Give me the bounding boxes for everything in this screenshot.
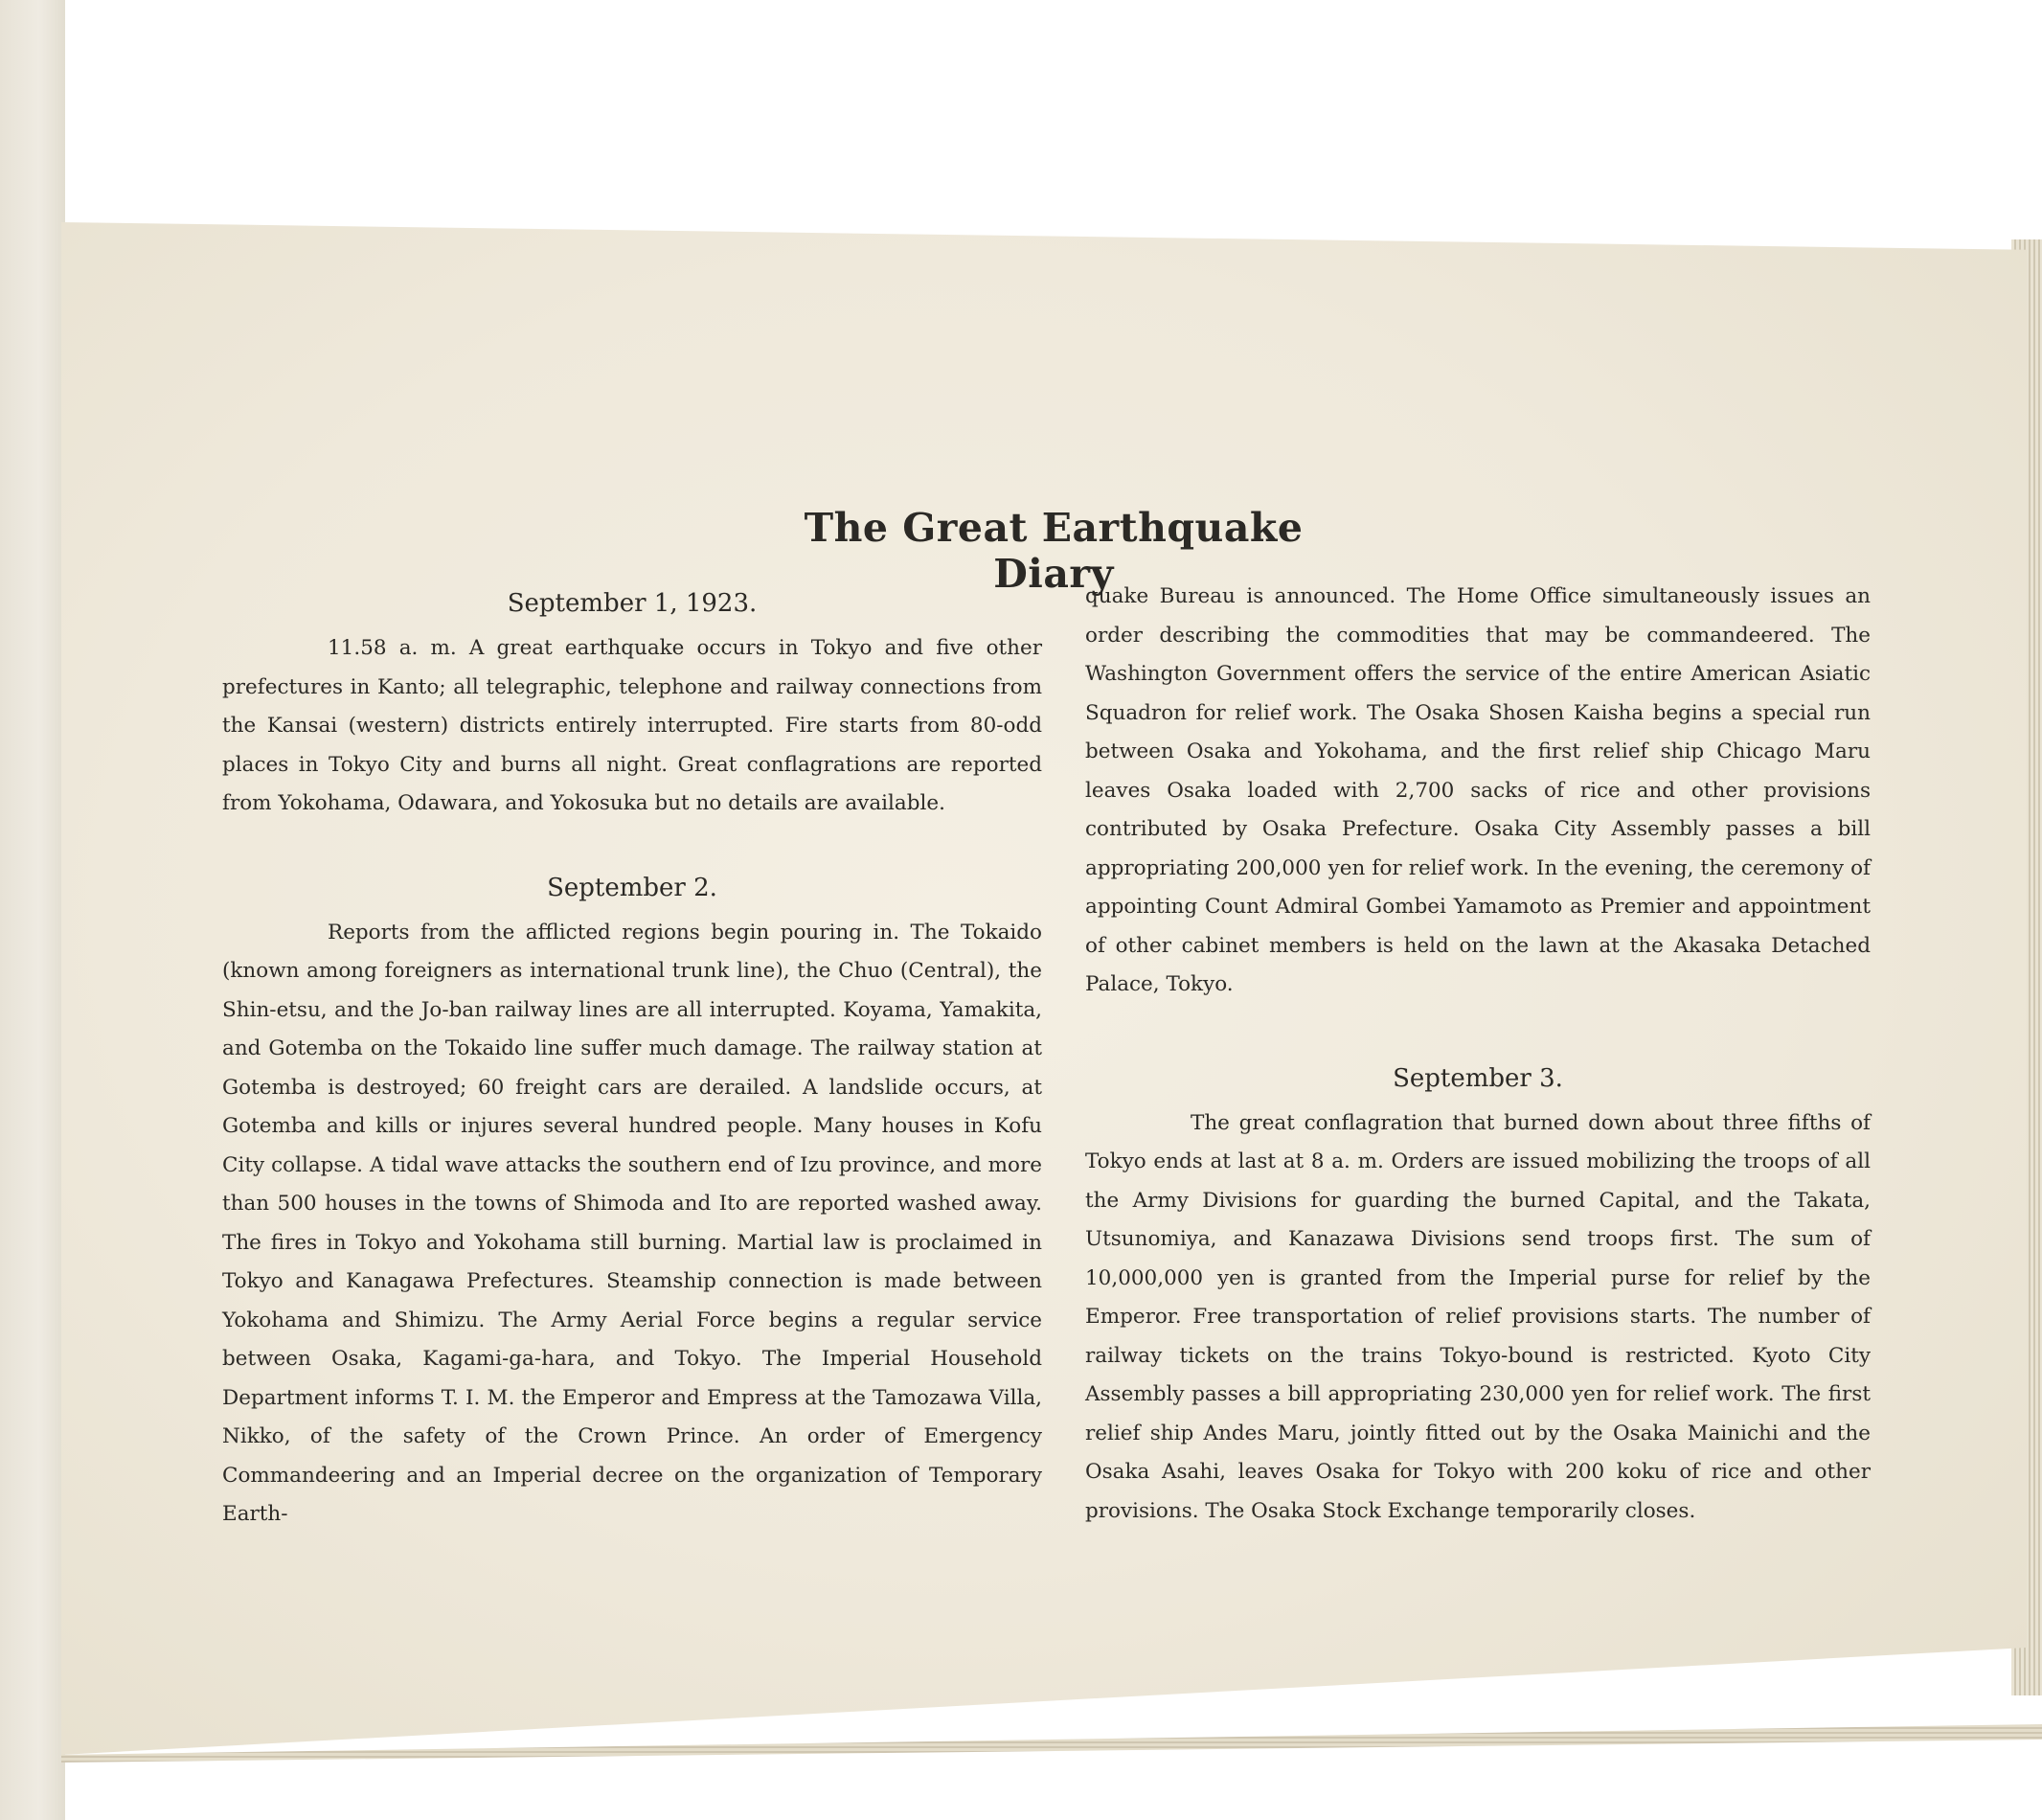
right-column xyxy=(1085,578,1871,1531)
diary-entry: quake Bureau is announced. The Home Office simultaneously issues an order describing the commodities that may be commandeered. The Washington Government offers the service of the entire American Asiatic Squadron for relief work. The Osaka Shosen Kaisha begins a special run between Osaka and Yokohama, and the first relief ship Chicago Maru leaves Osaka loaded with 2,700 sacks of rice and other provisions contributed by Osaka Prefecture. Osaka City Assembly passes a bill appropriating 200,000 yen for relief work. In the evening, the ceremony of appointing Count Admiral Gombei Yamamoto as Premier and appointment of other cabinet members is held on the lawn at the Akasaka Detached Palace, Tokyo. xyxy=(1085,584,1871,996)
diary-entry: Reports from the afflicted regions begin pouring in. The Tokaido (known among foreigners as international trunk line), the Chuo (Central), the Shin-etsu, and the Jo-ban railway lines are all interrupted. Koyama, Yamakita, and Gotemba on the Tokaido line suffer much damage. The railway station at Gotemba is destroyed; 60 freight cars are derailed. A landslide occurs, at Gotemba and kills or injures several hundred people. Many houses in Kofu City collapse. A tidal wave attacks the southern end of Izu province, and more than 500 houses in the towns of Shimoda and Ito are reported washed away. The fires in Tokyo and Yokohama still burning. Martial law is proclaimed in Tokyo and Kanagawa Prefectures. Steamship connection is made between Yokohama and Shimizu. The Army Aerial Force begins a regular service between Osaka, Kagami-ga-hara, and Tokyo. The Imperial Household Department informs T. I. M. the Emperor and Empress at the Tamozawa Villa, Nikko, of the safety of the Crown Prince. An order of Emergency Commandeering and an Imperial decree on the organization of Temporary Earth- xyxy=(222,920,1042,1526)
left-page-edge xyxy=(0,0,65,1820)
section-heading: September 1, 1923. xyxy=(507,589,758,618)
diary-entry: The great conflagration that burned down about three fifths of Tokyo ends at last at 8 a. m. Orders are issued mobilizing the troops of all the Army Divisions for guarding the burned Capital, and the Takata, Utsunomiya, and Kanazawa Divisions send troops first. The sum of 10,000,000 yen is granted from the Imperial purse for relief by the Emperor. Free transportation of relief provisions starts. The number of railway tickets on the trains Tokyo-bound is restricted. Kyoto City Assembly passes a bill appropriating 230,000 yen for relief work. The first relief ship Andes Maru, jointly fitted out by the Osaka Mainichi and the Osaka Asahi, leaves Osaka for Tokyo with 200 koku of rice and other provisions. The Osaka Stock Exchange temporarily closes. xyxy=(1085,1110,1871,1523)
diary-entry: 11.58 a. m. A great earthquake occurs in Tokyo and five other prefectures in Kanto; all telegraphic, telephone and railway connections from the Kansai (western) districts entirely interrupted. Fire starts from 80-odd places in Tokyo City and burns all night. Great conflagrations are reported from Yokohama, Odawara, and Yokosuka but no details are available. xyxy=(222,636,1042,815)
page-title: The Great Earthquake Diary xyxy=(804,505,1304,598)
left-column xyxy=(222,589,1042,1535)
section-heading: September 3. xyxy=(1393,1063,1563,1093)
section-heading: September 2. xyxy=(547,873,717,902)
